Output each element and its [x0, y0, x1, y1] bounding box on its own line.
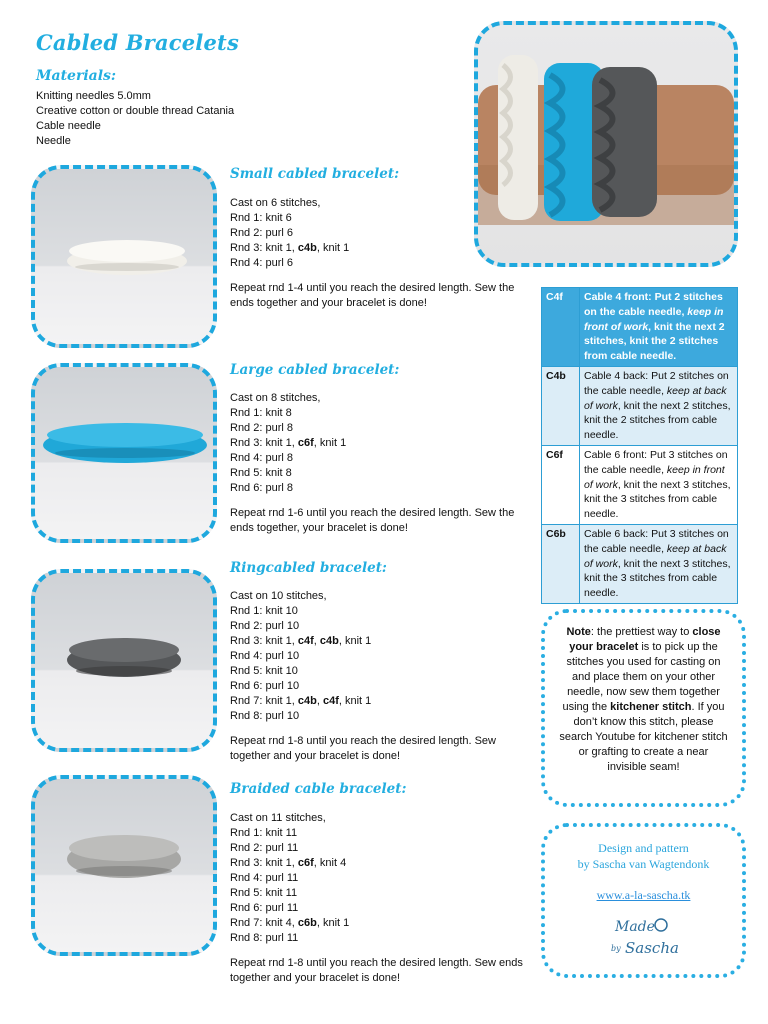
instruction-line: Rnd 8: purl 10 [230, 710, 300, 722]
instruction-line: Rnd 5: knit 10 [230, 665, 298, 677]
ringcabled-bracelet-photo [31, 569, 217, 752]
instruction-line: Rnd 6: purl 10 [230, 680, 300, 692]
table-row [542, 445, 738, 524]
instruction-line: Cast on 6 stitches, [230, 197, 321, 209]
credit-line: by Sascha van Wagtendonk [577, 857, 710, 871]
logo-by: by [610, 944, 621, 953]
section-body-small [230, 196, 530, 311]
abbreviation-table [541, 287, 738, 604]
instruction-line: Rnd 2: purl 8 [230, 422, 293, 434]
note-bold: kitchener stitch [610, 701, 692, 713]
note-text: . If you don’t know this stitch, please search Youtube for kitchener stitch or grafting to create a near invisible seam! [559, 701, 728, 773]
instruction-line: Rnd 2: purl 11 [230, 842, 299, 854]
abbr-text: Cable 4 front: Put 2 stitches on the cable needle, keep in front of work, knit the next 2 stitches, knit the 2 stitches from cable needle. [580, 288, 738, 367]
materials-item: Creative cotton or double thread Catania [36, 105, 235, 117]
instruction-line: Rnd 7: knit 4, c6b, knit 1 [230, 917, 350, 929]
note-bold: close your bracelet [569, 626, 721, 653]
instruction-line: Cast on 8 stitches, [230, 392, 321, 404]
section-body-braided [230, 811, 530, 986]
braided-bracelet-photo [31, 775, 217, 956]
instruction-line: Cast on 11 stitches, [230, 812, 326, 824]
table-row [542, 288, 738, 367]
instruction-line: Rnd 3: knit 1, c4b, knit 1 [230, 242, 350, 254]
large-bracelet-photo [31, 363, 217, 543]
section-title-large: Large cabled bracelet: [230, 362, 400, 378]
blue-bracelet-illustration [35, 367, 213, 539]
section-body-ringcabled [230, 589, 530, 764]
section-title-small: Small cabled bracelet: [230, 166, 400, 182]
repeat-instruction: Repeat rnd 1-6 until you reach the desired length. Sew the ends together, your bracelet is done! [230, 507, 515, 534]
note-text: is to pick up the stitches you used for casting on and place them on your other needle, now sew them together using the [562, 641, 721, 713]
repeat-instruction: Repeat rnd 1-4 until you reach the desired length. Sew the ends together and your bracelet is done! [230, 282, 515, 309]
instruction-line: Rnd 1: knit 10 [230, 605, 298, 617]
instruction-line: Rnd 2: purl 6 [230, 227, 293, 239]
repeat-instruction: Repeat rnd 1-8 until you reach the desired length. Sew ends together and your bracelet is done! [230, 957, 523, 984]
instruction-line: Rnd 4: purl 11 [230, 872, 299, 884]
instruction-line: Rnd 2: purl 10 [230, 620, 300, 632]
note-text: : the prettiest way to [590, 626, 693, 638]
note-box [541, 609, 746, 807]
abbr-code: C4b [542, 366, 580, 445]
abbr-text: Cable 6 back: Put 3 stitches on the cable needle, keep at back of work, knit the next 3 stitches, knit the 3 stitches from cable needle. [580, 524, 738, 603]
materials-item: Cable needle [36, 120, 101, 132]
credit-line: Design and pattern [598, 841, 689, 855]
materials-item: Knitting needles 5.0mm [36, 90, 151, 102]
instruction-line: Rnd 1: knit 8 [230, 407, 292, 419]
materials-item: Needle [36, 135, 71, 147]
website-link[interactable]: www.a-la-sascha.tk [596, 888, 691, 902]
instruction-line: Rnd 1: knit 11 [230, 827, 298, 839]
white-bracelet-illustration [35, 169, 213, 344]
dark-bracelet-illustration [35, 573, 213, 748]
abbr-code: C4f [542, 288, 580, 367]
instruction-line: Cast on 10 stitches, [230, 590, 327, 602]
logo-made: Made [614, 919, 655, 935]
instruction-line: Rnd 4: purl 6 [230, 257, 293, 269]
instruction-line: Rnd 6: purl 11 [230, 902, 299, 914]
instruction-line: Rnd 4: purl 10 [230, 650, 300, 662]
grey-bracelet-illustration [35, 779, 213, 952]
materials-heading: Materials: [36, 68, 117, 84]
instruction-line: Rnd 7: knit 1, c4b, c4f, knit 1 [230, 695, 372, 707]
abbr-text: Cable 4 back: Put 2 stitches on the cable needle, keep at back of work, knit the next 2 stitches, knit the 2 stitches from cable needle. [580, 366, 738, 445]
instruction-line: Rnd 3: knit 1, c4f, c4b, knit 1 [230, 635, 372, 647]
note-label: Note [566, 626, 591, 638]
section-body-large [230, 391, 530, 536]
page-title: Cabled Bracelets [36, 30, 239, 55]
credit-box [541, 823, 746, 978]
logo-sascha: Sascha [624, 939, 679, 957]
instruction-line: Rnd 8: purl 11 [230, 932, 299, 944]
table-row [542, 366, 738, 445]
instruction-line: Rnd 5: knit 8 [230, 467, 292, 479]
section-title-ringcabled: Ringcabled bracelet: [230, 560, 387, 576]
section-title-braided: Braided cable bracelet: [230, 781, 407, 797]
instruction-line: Rnd 5: knit 11 [230, 887, 298, 899]
instruction-line: Rnd 3: knit 1, c6f, knit 4 [230, 857, 347, 869]
made-by-sascha-logo [609, 913, 679, 959]
materials-list [36, 89, 234, 149]
instruction-line: Rnd 1: knit 6 [230, 212, 292, 224]
instruction-line: Rnd 3: knit 1, c6f, knit 1 [230, 437, 347, 449]
abbr-code: C6f [542, 445, 580, 524]
table-row [542, 524, 738, 603]
instruction-line: Rnd 6: purl 8 [230, 482, 293, 494]
abbr-code: C6b [542, 524, 580, 603]
instruction-line: Rnd 4: purl 8 [230, 452, 293, 464]
repeat-instruction: Repeat rnd 1-8 until you reach the desired length. Sew together and your bracelet is done! [230, 735, 496, 762]
abbr-text: Cable 6 front: Put 3 stitches on the cable needle, keep in front of work, knit the next 3 stitches, knit the 3 stitches from cable needle. [580, 445, 738, 524]
small-bracelet-photo [31, 165, 217, 348]
